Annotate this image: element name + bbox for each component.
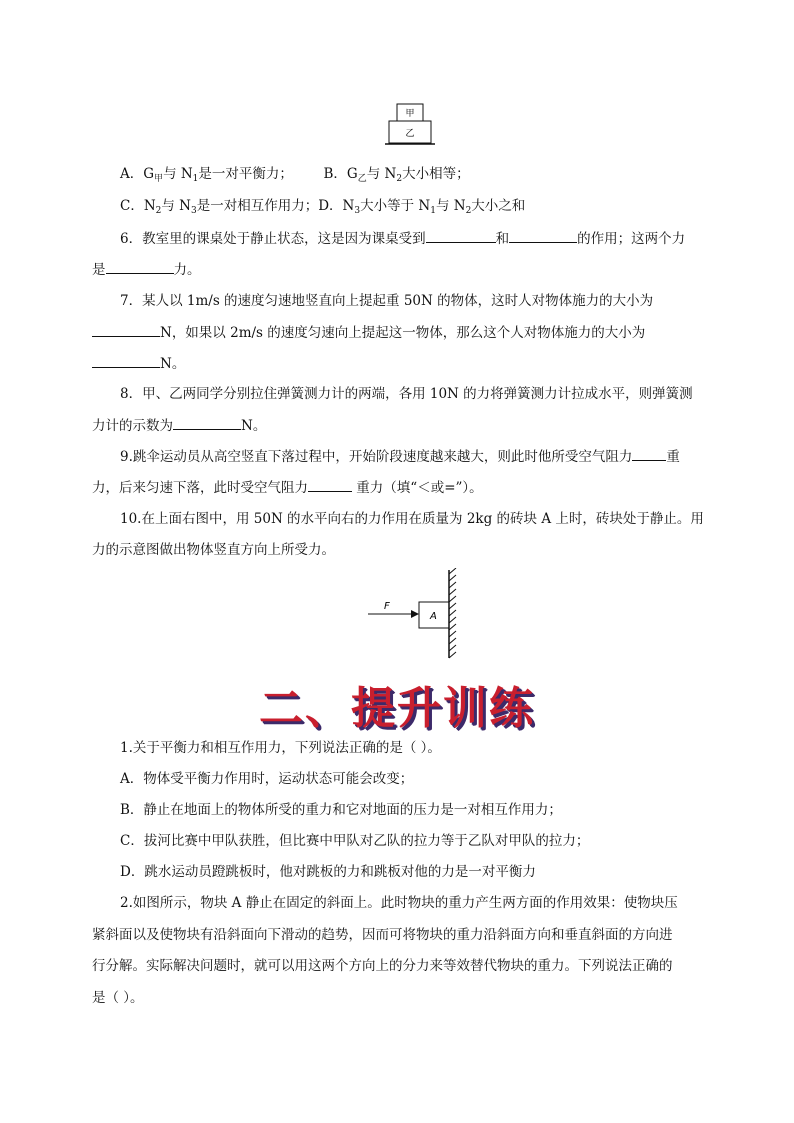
block-yi-label: 乙 xyxy=(405,129,415,139)
question-9-line-1: 9.跳伞运动员从高空竖直下落过程中，开始阶段速度越来越大，则此时他所受空气阻力 重 xyxy=(120,446,702,467)
question-8-line-2: 力计的示数为 N。 xyxy=(92,415,702,436)
option-c-d-line xyxy=(120,196,702,221)
question-8-line-1: 8．甲、乙两同学分别拉住弹簧测力计的两端，各用 10N 的力将弹簧测力计拉成水平，则弹簧测 xyxy=(120,386,693,402)
question-7-line-1: 7．某人以 1m/s 的速度匀速地竖直向上提起重 50N 的物体，这时人对物体施力的大小为 xyxy=(120,293,654,309)
question-10-line-1: 10.在上面右图中，用 50N 的水平向右的力作用在质量为 2kg 的砖块 A 上时，砖块处于静止。用 xyxy=(120,511,704,527)
block-a-label: A xyxy=(430,611,437,622)
training-q2-line-1: 2.如图所示，物块 A 静止在固定的斜面上。此时物块的重力产生两方面的作用效果：使物块压 xyxy=(120,895,678,911)
answer-blank[interactable] xyxy=(173,415,241,430)
training-q1-option-a: A．物体受平衡力作用时，运动状态可能会改变； xyxy=(120,771,414,787)
answer-blank[interactable] xyxy=(106,259,174,274)
option-a: A．$G_甲$与 $N_1$是一对平衡力； xyxy=(120,166,293,184)
question-10-line-2: 力的示意图做出物体竖直方向上所受力。 xyxy=(92,542,335,558)
question-6-line-2: 是 力。 xyxy=(92,259,702,280)
block-jia-label: 甲 xyxy=(405,109,415,119)
question-7-line-3: N。 xyxy=(92,353,702,374)
question-9-line-2: 力，后来匀速下落，此时受空气阻力 重力（填“＜或=”）。 xyxy=(92,477,702,498)
stacked-blocks-figure xyxy=(385,100,435,148)
question-6-line-1: 6．教室里的课桌处于静止状态，这是因为课桌受到 和 的作用；这两个力 xyxy=(120,228,702,249)
answer-blank[interactable] xyxy=(632,446,666,461)
option-d: D．$N_3$大小等于 $N_1$与 $N_2$大小之和 xyxy=(318,198,526,216)
training-q2-line-3: 行分解。实际解决问题时，就可以用这两个方向上的分力来等效替代物块的重力。下列说法正确的 xyxy=(92,958,673,974)
training-q1-option-d: D．跳水运动员蹬跳板时，他对跳板的力和跳板对他的力是一对平衡力 xyxy=(120,864,536,880)
question-7-line-2: N，如果以 2m/s 的速度匀速向上提起这一物体，那么这个人对物体施力的大小为 xyxy=(92,322,702,343)
option-a-b-line xyxy=(120,164,702,189)
wall-block-figure xyxy=(360,568,470,660)
answer-blank[interactable] xyxy=(426,228,496,243)
training-q1-stem: 1.关于平衡力和相互作用力，下列说法正确的是（ ）。 xyxy=(120,740,441,756)
training-q2-line-2: 紧斜面以及使物块有沿斜面向下滑动的趋势，因而可将物块的重力沿斜面方向和垂直斜面的方向进 xyxy=(92,927,673,943)
answer-blank[interactable] xyxy=(92,353,160,368)
wall-hatching xyxy=(449,568,456,658)
force-label: F xyxy=(384,601,390,612)
answer-blank[interactable] xyxy=(92,322,160,337)
training-q1-option-b: B．静止在地面上的物体所受的重力和它对地面的压力是一对相互作用力； xyxy=(120,802,562,818)
answer-blank[interactable] xyxy=(308,477,352,492)
answer-blank[interactable] xyxy=(509,228,577,243)
option-b: B．$G_乙$与 $N_2$大小相等； xyxy=(323,166,470,184)
training-q2-line-4: 是（ ）。 xyxy=(92,990,144,1006)
section-heading: 二、提升训练 xyxy=(259,683,535,734)
training-q1-option-c: C．拔河比赛中甲队获胜，但比赛中甲队对乙队的拉力等于乙队对甲队的拉力； xyxy=(120,833,590,849)
option-c: C．$N_2$与 $N_3$是一对相互作用力； xyxy=(120,198,319,216)
